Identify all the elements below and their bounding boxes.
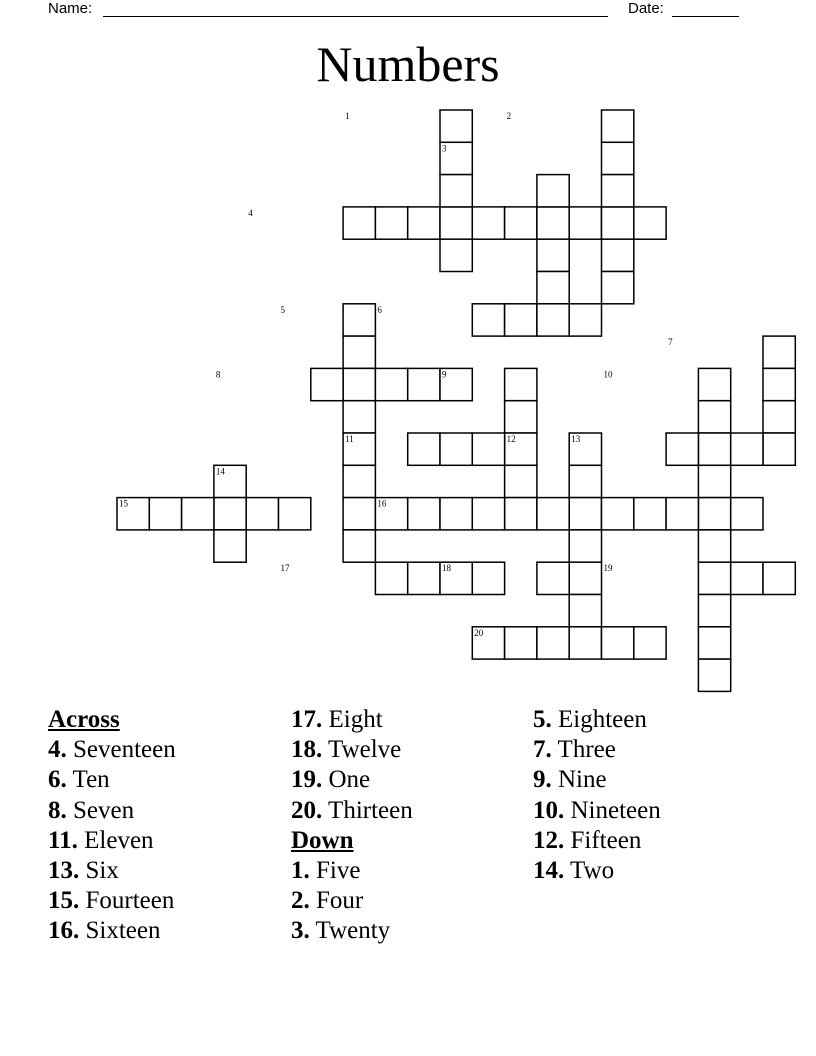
grid-cell[interactable] — [343, 465, 375, 497]
grid-cell[interactable] — [602, 142, 634, 174]
clue-item-text: Six — [79, 856, 119, 884]
clue-item-number: 2. — [291, 887, 310, 915]
grid-cell[interactable] — [634, 627, 666, 659]
clue-item-text: Eight — [322, 706, 383, 733]
clue-item-text: Twelve — [322, 736, 402, 764]
grid-cell[interactable] — [602, 272, 634, 304]
grid-cell[interactable] — [666, 433, 698, 465]
grid-cell[interactable] — [182, 498, 214, 530]
grid-cell[interactable] — [505, 465, 537, 497]
grid-cell[interactable] — [440, 207, 472, 239]
clue-number-label: 8 — [215, 369, 221, 380]
grid-cell[interactable] — [698, 433, 730, 465]
clue-number-label: 20 — [474, 627, 484, 638]
grid-cell[interactable] — [375, 368, 407, 400]
grid-cell[interactable] — [569, 595, 601, 627]
grid-cell[interactable] — [698, 465, 730, 497]
grid-cell[interactable] — [505, 627, 537, 659]
grid-cell[interactable] — [763, 401, 795, 433]
clue-column-3 — [533, 705, 773, 886]
grid-cell[interactable] — [602, 207, 634, 239]
clue-number-label: 2 — [506, 111, 512, 121]
grid-cell[interactable] — [343, 401, 375, 433]
grid-cell[interactable] — [408, 498, 440, 530]
clue-item-text: Three — [551, 736, 616, 764]
clue-item — [291, 886, 531, 916]
grid-cell[interactable] — [408, 562, 440, 594]
clues — [0, 705, 816, 965]
clue-item-text: Fourteen — [79, 887, 175, 915]
grid-cell[interactable] — [440, 175, 472, 207]
grid-cell[interactable] — [343, 336, 375, 368]
grid-cell[interactable] — [602, 175, 634, 207]
clue-number-label: 3 — [442, 143, 447, 154]
clue-item — [533, 765, 773, 795]
clue-number-label: 12 — [506, 434, 516, 444]
clue-item — [533, 735, 773, 765]
clue-item-number: 6. — [48, 766, 67, 794]
clue-item-number: 17. — [291, 706, 323, 733]
grid-cell[interactable] — [505, 304, 537, 336]
clue-item — [48, 886, 288, 916]
grid-cell[interactable] — [537, 498, 569, 530]
grid-cell[interactable] — [731, 562, 763, 594]
clue-item-number: 15. — [48, 887, 80, 915]
clue-item — [533, 796, 773, 826]
clue-number-label: 18 — [442, 563, 451, 574]
clue-item-number: 9. — [533, 766, 552, 794]
grid-cell[interactable] — [569, 207, 601, 239]
grid-cell[interactable] — [375, 207, 407, 239]
clue-number-label: 16 — [377, 498, 387, 509]
grid-cell[interactable] — [214, 530, 246, 562]
grid-cell[interactable] — [537, 207, 569, 239]
clue-number-label: 14 — [215, 466, 225, 477]
grid-cell[interactable] — [537, 627, 569, 659]
grid-cell[interactable] — [214, 498, 246, 530]
clue-item-text: Seventeen — [66, 736, 176, 764]
grid-cell[interactable] — [343, 498, 375, 530]
clue-item-number: 12. — [533, 826, 565, 854]
clue-item — [48, 765, 288, 795]
clue-item-number: 5. — [533, 706, 552, 733]
grid-cell[interactable] — [569, 304, 601, 336]
grid-cell[interactable] — [472, 562, 504, 594]
down-clue-list — [291, 856, 531, 947]
grid-cell[interactable] — [408, 433, 440, 465]
grid-cell[interactable] — [731, 433, 763, 465]
grid-cell[interactable] — [602, 110, 634, 142]
clue-item — [48, 856, 288, 886]
grid-cell[interactable] — [537, 562, 569, 594]
clue-item-text: Sixteen — [79, 917, 161, 945]
grid-cell[interactable] — [698, 498, 730, 530]
clue-item — [48, 735, 288, 765]
clue-item — [291, 916, 531, 946]
grid-cell[interactable] — [537, 239, 569, 271]
clue-item — [48, 916, 288, 946]
name-label: Name: — [48, 0, 93, 17]
grid-cell[interactable] — [602, 239, 634, 271]
grid-cell[interactable] — [602, 627, 634, 659]
grid-cell[interactable] — [246, 498, 278, 530]
clue-item — [48, 826, 288, 856]
clue-number-label: 10 — [603, 369, 613, 380]
clue-item-text: Nineteen — [564, 796, 661, 824]
clue-item — [291, 735, 531, 765]
clue-item-number: 8. — [48, 796, 67, 824]
clue-number-label: 6 — [377, 304, 382, 315]
clue-number-label: 4 — [248, 207, 253, 218]
grid-cell[interactable] — [666, 498, 698, 530]
grid-cell[interactable] — [569, 530, 601, 562]
grid-cell[interactable] — [698, 627, 730, 659]
grid-cell[interactable] — [472, 207, 504, 239]
clue-item — [533, 826, 773, 856]
grid-cell[interactable] — [343, 207, 375, 239]
clue-item-text: Eleven — [77, 826, 154, 854]
clue-item-text: Eighteen — [551, 706, 647, 733]
clue-item-number: 14. — [533, 856, 565, 884]
grid-cell[interactable] — [343, 304, 375, 336]
clue-item-text: Seven — [66, 796, 135, 824]
clue-column-1 — [48, 705, 288, 947]
grid-cell[interactable] — [505, 401, 537, 433]
across-clue-list — [48, 735, 288, 946]
grid-cell[interactable] — [472, 498, 504, 530]
grid-cell[interactable] — [569, 498, 601, 530]
clue-item — [48, 796, 288, 826]
clue-item-number: 3. — [291, 917, 310, 945]
grid-cell[interactable] — [698, 401, 730, 433]
grid-cell[interactable] — [602, 498, 634, 530]
grid-cell[interactable] — [698, 530, 730, 562]
grid-cell[interactable] — [569, 562, 601, 594]
clue-item-number: 11. — [48, 826, 78, 854]
clue-number-label: 15 — [119, 498, 128, 509]
clue-item-number: 13. — [48, 856, 80, 884]
clue-item-text: Thirteen — [322, 796, 413, 824]
clue-number-label: 19 — [603, 563, 613, 574]
clue-item-number: 16. — [48, 917, 80, 945]
clue-item — [533, 856, 773, 886]
across-clue-list-continued — [291, 705, 531, 826]
grid-cell[interactable] — [505, 498, 537, 530]
clue-item — [291, 796, 531, 826]
clue-item-text: One — [322, 766, 371, 794]
clue-item-number: 18. — [291, 736, 323, 764]
grid-cell[interactable] — [408, 368, 440, 400]
grid-cell[interactable] — [343, 530, 375, 562]
grid-cell[interactable] — [763, 368, 795, 400]
grid-cell[interactable] — [279, 498, 311, 530]
grid-cell[interactable] — [472, 433, 504, 465]
clue-item — [291, 765, 531, 795]
clue-item — [533, 705, 773, 735]
down-heading: Down — [291, 826, 354, 854]
clue-item — [291, 856, 531, 886]
clue-item-number: 7. — [533, 736, 552, 764]
grid-cell[interactable] — [408, 207, 440, 239]
grid-cell[interactable] — [440, 433, 472, 465]
clue-item-number: 10. — [533, 796, 565, 824]
grid-cell[interactable] — [763, 336, 795, 368]
clue-item — [291, 705, 531, 735]
grid-cell[interactable] — [634, 498, 666, 530]
down-clue-list-continued — [533, 705, 773, 886]
grid-cell[interactable] — [537, 304, 569, 336]
clue-item-number: 1. — [291, 856, 310, 884]
grid-cell[interactable] — [472, 304, 504, 336]
grid-cell[interactable] — [537, 175, 569, 207]
grid-cell[interactable] — [698, 562, 730, 594]
clue-item-text: Ten — [66, 766, 110, 794]
page-title: Numbers — [316, 36, 500, 92]
grid-cell[interactable] — [569, 465, 601, 497]
grid-cell[interactable] — [763, 433, 795, 465]
clue-number-label: 5 — [280, 304, 285, 315]
clue-item-text: Fifteen — [564, 826, 642, 854]
grid-cell[interactable] — [731, 498, 763, 530]
grid-cell[interactable] — [763, 562, 795, 594]
grid-cell[interactable] — [440, 239, 472, 271]
clue-item-text: Twenty — [309, 917, 391, 945]
grid-cell[interactable] — [505, 207, 537, 239]
clue-item-text: Five — [309, 856, 361, 884]
grid-cell[interactable] — [149, 498, 181, 530]
clue-item-number: 4. — [48, 736, 67, 764]
grid-cell[interactable] — [634, 207, 666, 239]
across-heading: Across — [48, 706, 120, 733]
grid-cell[interactable] — [698, 595, 730, 627]
grid-cell[interactable] — [440, 110, 472, 142]
clue-number-label: 1 — [345, 111, 350, 121]
clue-item-number: 19. — [291, 766, 323, 794]
clue-number-label: 11 — [345, 434, 354, 444]
clue-item-number: 20. — [291, 796, 323, 824]
grid-cell[interactable] — [698, 659, 730, 691]
clue-number-label: 13 — [571, 434, 581, 444]
grid-cell[interactable] — [537, 272, 569, 304]
clue-number-label: 9 — [442, 369, 447, 380]
clue-item-text: Nine — [551, 766, 607, 794]
clue-number-label: 7 — [668, 337, 673, 348]
clue-number-label: 17 — [280, 563, 290, 574]
grid-cell[interactable] — [343, 368, 375, 400]
grid-cell[interactable] — [311, 368, 343, 400]
grid-cell[interactable] — [698, 368, 730, 400]
grid-cell[interactable] — [375, 562, 407, 594]
clue-item-text: Two — [564, 856, 615, 884]
clue-item-text: Four — [309, 887, 364, 915]
clue-column-2 — [291, 705, 531, 947]
grid-cell[interactable] — [569, 627, 601, 659]
grid-cell[interactable] — [505, 368, 537, 400]
grid-cell[interactable] — [440, 498, 472, 530]
date-label: Date: — [628, 0, 664, 17]
